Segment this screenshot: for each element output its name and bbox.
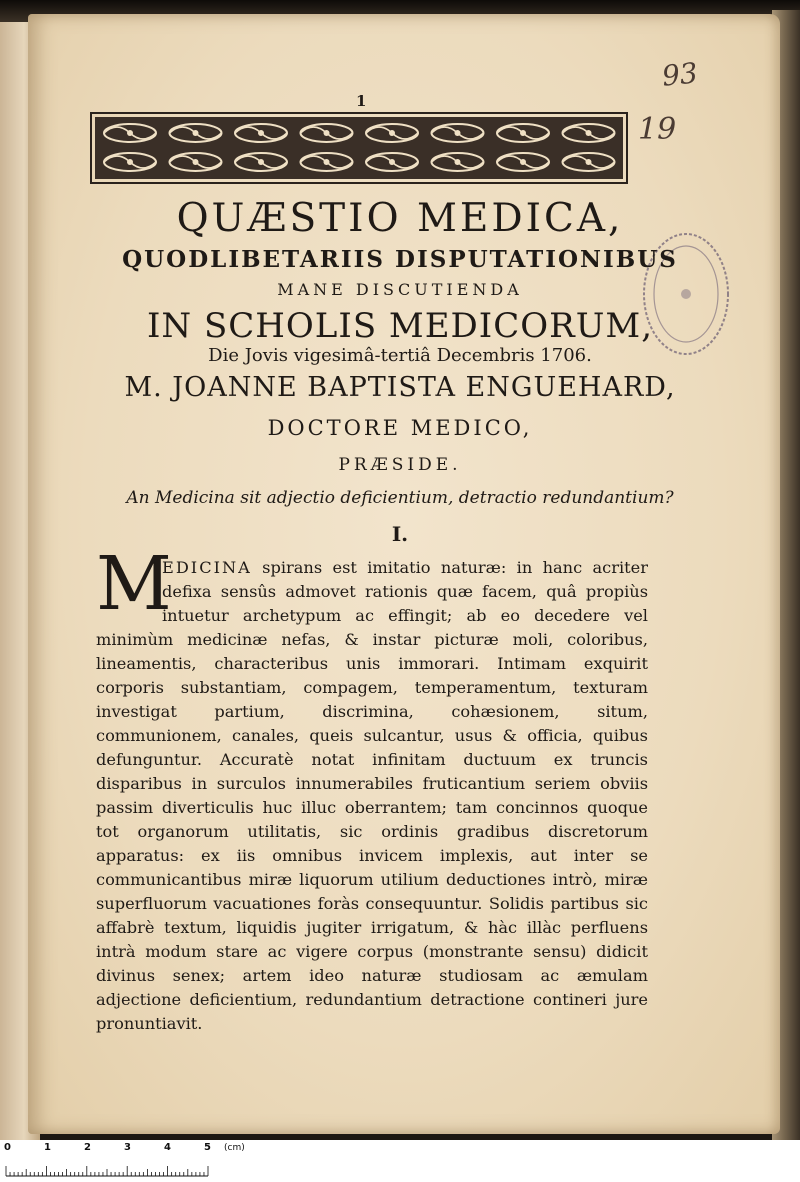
paragraph-text: spirans est imitatio naturæ: in hanc acriter defixa sensûs admovet rationis quæ facem, quâ propiùs intuetur archetypum ac effingit; ab eo decedere vel minimùm medicinæ nefas, & instar picturæ moli, coloribus, lineamentis, characteribus unis immorari. Intimam exquirit corporis substantiam, compagem, temperamentum, texturam investigat partium, discrimina, cohæsionem, situm, communionem, canales, queis sulcantur, usus & officia, quibus defunguntur. Accuratè notat infinitam ductuum ex truncis disparibus in surculos innumerabiles fruticantium seriem obviis passim diverticulis huc illuc oberrantem; tam concinnos quoque tot organorum utilitatis, sic ordinis gradibus discretorum apparatus: ex iis omnibus invicem implexis, aut inter se communicantibus miræ liquorum utilium deductiones intrò, miræ superfluorum vacuationes foràs consequuntur. Solidis partibus sic affabrè textum, liquidis jugiter irrigatum, & hàc illàc perfluens intrà modum stare ac vigere corpus (monstrante sensu) didicit divinus senex; artem ideo naturæ studiosam ac æmulam adjectione deficientium, redundantium detractione contineri jure pronuntiavit. bbox=[96, 558, 648, 1033]
scale-ruler bbox=[0, 1140, 800, 1182]
ruler-label: 0 bbox=[4, 1142, 11, 1153]
president-title: DOCTORE MEDICO, bbox=[267, 416, 533, 440]
ruler-label: 2 bbox=[84, 1142, 91, 1153]
title-line-3: MANE DISCUTIENDA bbox=[277, 280, 523, 299]
body-paragraph bbox=[96, 556, 648, 1036]
handwritten-sheet-number: 19 bbox=[638, 112, 677, 147]
ruler-unit: (cm) bbox=[224, 1143, 245, 1153]
ruler-label: 4 bbox=[164, 1142, 171, 1153]
ruler-label: 3 bbox=[124, 1142, 131, 1153]
ruler-ticks bbox=[0, 1156, 230, 1178]
drop-cap: M bbox=[96, 541, 172, 627]
date-line: Die Jovis vigesimâ-tertiâ Decembris 1706. bbox=[208, 345, 592, 366]
handwritten-folio-number: 93 bbox=[660, 56, 700, 93]
ruler-label: 1 bbox=[44, 1142, 51, 1153]
section-number: I. bbox=[391, 522, 409, 546]
title-line-4: IN SCHOLIS MEDICORUM, bbox=[146, 306, 653, 346]
decorative-headpiece bbox=[90, 112, 628, 184]
ruler-label: 5 bbox=[204, 1142, 211, 1153]
title-line-1: QUÆSTIO MEDICA, bbox=[176, 196, 624, 241]
first-word: EDICINA bbox=[162, 558, 252, 577]
thesis-question: An Medicina sit adjectio deficientium, detractio redundantium? bbox=[126, 488, 674, 508]
page-number: 1 bbox=[356, 92, 367, 110]
title-line-2: QUODLIBETARIIS DISPUTATIONIBUS bbox=[122, 246, 678, 273]
drop-cap-space bbox=[96, 556, 162, 616]
president-name: M. JOANNE BAPTISTA ENGUEHARD, bbox=[124, 372, 676, 403]
praeside-line: PRÆSIDE. bbox=[338, 455, 462, 475]
